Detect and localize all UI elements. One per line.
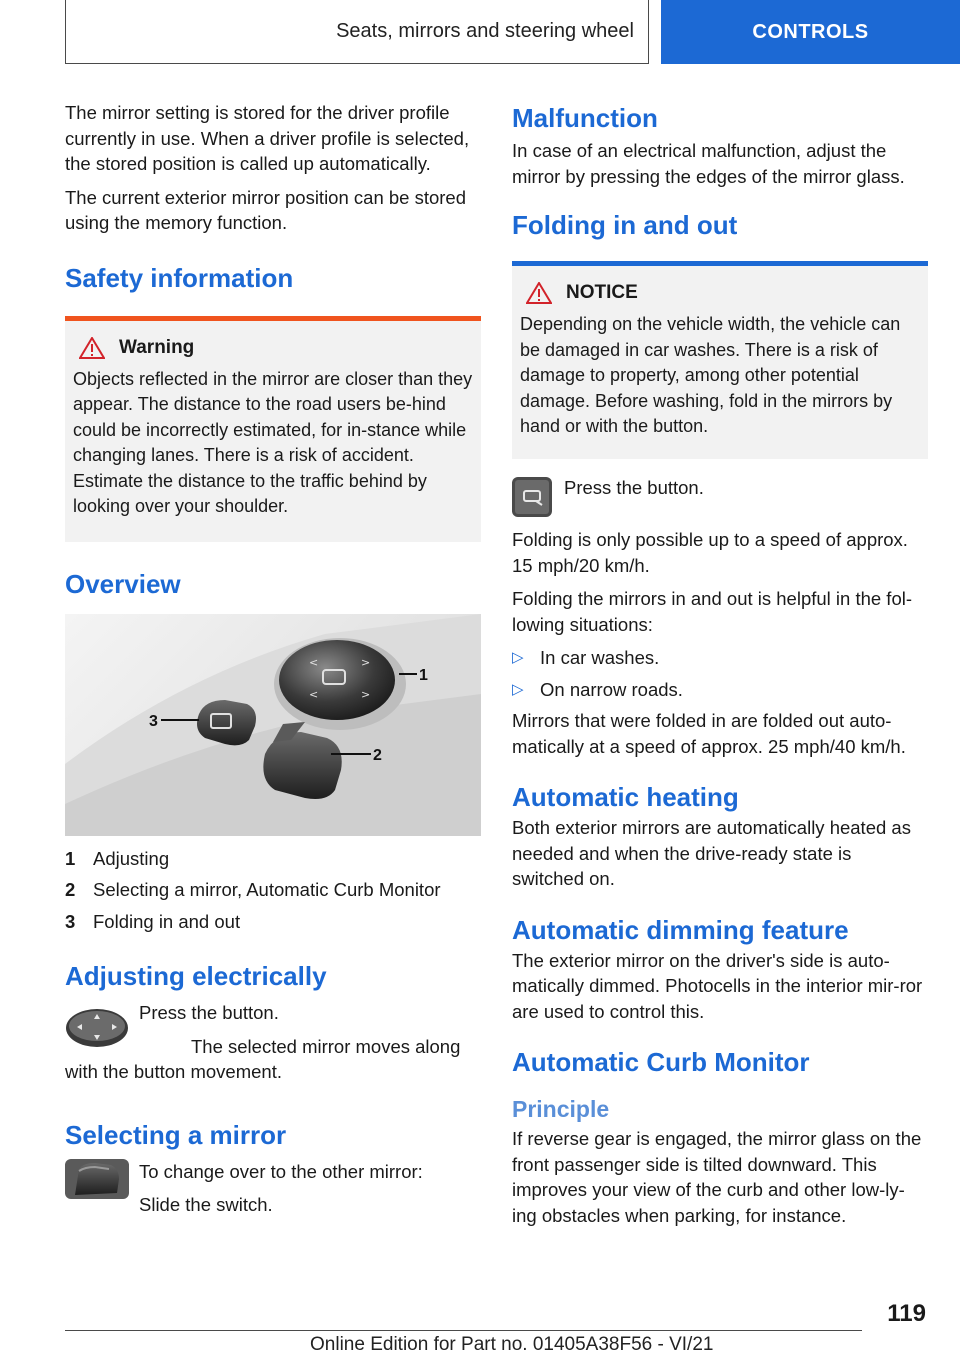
safety-heading: Safety information: [65, 262, 294, 293]
adjust-text-2: The selected mirror moves along with the button movement.: [65, 1035, 461, 1082]
select-section: [65, 1159, 481, 1218]
legend-number: 3: [65, 910, 76, 932]
chapter-title: CONTROLS: [752, 20, 869, 43]
folding-heading: Folding in and out: [512, 210, 738, 240]
adjust-section: [65, 1000, 481, 1085]
four-way-adjust-button-icon: [65, 1008, 129, 1048]
svg-text:>: >: [361, 687, 371, 701]
svg-text:<: <: [309, 655, 319, 669]
svg-text:>: >: [361, 655, 371, 669]
principle-heading: Principle: [512, 1096, 610, 1122]
fold-press-text: Press the button.: [564, 477, 704, 498]
page-number: 119: [887, 1300, 926, 1327]
warning-triangle-icon: [79, 337, 105, 359]
bullet-item: [512, 645, 928, 671]
folding-paragraph-1: Folding is only possible up to a speed of approx. 15 mph/20 km/h.: [512, 529, 908, 576]
chapter-tab: [661, 0, 960, 64]
legend-item: [65, 846, 481, 872]
curb-monitor-heading: Automatic Curb Monitor: [512, 1047, 810, 1077]
folding-paragraph-2: Folding the mirrors in and out is helpful in the fol-lowing situations:: [512, 588, 913, 635]
left-column: [65, 100, 481, 1226]
folding-paragraph-3: Mirrors that were folded in are folded out auto-matically at a speed of approx. 25 mph/40 km/h.: [512, 710, 906, 757]
overview-heading: Overview: [65, 568, 181, 599]
notice-triangle-icon: [526, 282, 552, 304]
door-panel-illustration: [65, 614, 481, 836]
select-text-2: Slide the switch.: [139, 1194, 273, 1215]
legend-text: Selecting a mirror, Automatic Curb Monitor: [93, 879, 441, 900]
select-heading: Selecting a mirror: [65, 1119, 287, 1150]
warning-text: Objects reflected in the mirror are closer than they appear. The distance to the road users be-hind could be incorrectly estimated, for in-stance while changing lanes. There is a risk of accident. Estimate the distance to the traffic behind by looking over your shoulder.: [73, 368, 473, 516]
legend-number: 1: [65, 847, 76, 869]
callout-2: 2: [373, 746, 382, 764]
notice-header: [520, 282, 920, 304]
bullet-triangle-icon: ▷: [512, 680, 524, 698]
bullet-triangle-icon: ▷: [512, 649, 524, 666]
intro-paragraph-1: The mirror setting is stored for the driver profile currently in use. When a driver profile is selected, the stored position is called up automatically.: [65, 102, 470, 174]
principle-text: If reverse gear is engaged, the mirror glass on the front passenger side is tilted downward. This improves your view of the curb and other low-ly-ing obstacles when parking, for instance.: [512, 1128, 922, 1226]
callout-1: 1: [419, 666, 428, 684]
bullet-item: [512, 677, 928, 703]
dimming-text: The exterior mirror on the driver's side is auto-matically dimmed. Photocells in the interior mir-ror are used to control this.: [512, 949, 923, 1022]
heating-text: Both exterior mirrors are automatically heated as needed and when the drive-ready state is switched on.: [512, 817, 911, 889]
notice-text: Depending on the vehicle width, the vehicle can be damaged in car washes. There is a risk of damage to property, among other potential damage. Before washing, fold in the mirrors by hand or with the button.: [520, 314, 901, 436]
section-title: Seats, mirrors and steering wheel: [336, 20, 634, 42]
legend-text: Adjusting: [93, 847, 170, 869]
edition-text: Online Edition for Part no. 01405A38F56 - VI/21: [310, 1334, 714, 1355]
bullet-text: In car washes.: [540, 647, 660, 668]
svg-text:<: <: [309, 687, 319, 701]
footer-divider: [65, 1330, 862, 1331]
right-column: [512, 100, 928, 1236]
legend-item: [65, 909, 481, 935]
fold-mirror-button-icon: [512, 477, 552, 517]
malfunction-text: In case of an electrical malfunction, adjust the mirror by pressing the edges of the mirror glass.: [512, 140, 905, 187]
notice-title: NOTICE: [566, 282, 638, 303]
legend-text: Folding in and out: [93, 910, 241, 932]
select-text-1: To change over to the other mirror:: [139, 1160, 423, 1182]
fold-button-row: [512, 477, 928, 521]
legend-number: 2: [65, 879, 76, 900]
malfunction-heading: Malfunction: [512, 103, 658, 133]
running-header: [65, 0, 649, 64]
mirror-switch-icon: [65, 1159, 129, 1199]
mirror-controls-photo: [65, 614, 481, 836]
warning-header: [73, 337, 473, 359]
intro-paragraph-2: The current exterior mirror position can be stored using the memory function.: [65, 186, 467, 233]
adjust-text-1: Press the button.: [139, 1002, 279, 1023]
warning-box: [65, 316, 481, 542]
notice-box: [512, 261, 928, 459]
adjust-heading: Adjusting electrically: [65, 961, 327, 991]
warning-title: Warning: [119, 336, 195, 358]
heating-heading: Automatic heating: [512, 782, 739, 812]
dimming-heading: Automatic dimming feature: [512, 914, 849, 945]
legend-list: [65, 846, 481, 935]
callout-3: 3: [149, 712, 158, 730]
bullet-text: On narrow roads.: [540, 678, 683, 700]
legend-item: [65, 877, 481, 903]
